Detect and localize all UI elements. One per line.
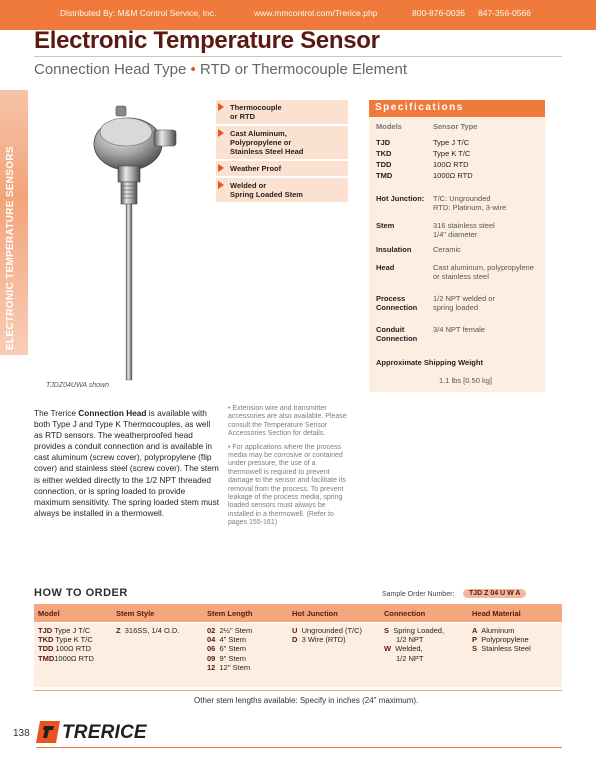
product-description: The Trerice Connection Head is available with both Type J and Type K Thermocouples, as well as RTD sensors. The weatherproofed head provides a conduit connection and is available in cast aluminum (screw cover), polypropylene (flip cover) and stainless steel (screw cover). The stem is either welded directly to the 1/2 NPT threaded connection, or is spring loaded to provide maximum sensitivity. The spring loaded stem must always be installed in a thermowell. <box>34 408 220 518</box>
image-caption: TJDZ04UWA shown <box>46 382 110 389</box>
spec-label: Head <box>376 263 395 272</box>
head-material-column: A Aluminum P Polypropylene S Stainless Steel <box>472 626 531 654</box>
arrow-right-icon <box>218 164 224 172</box>
col-header: Stem Length <box>207 609 253 618</box>
trerice-logo-icon <box>36 721 60 743</box>
col-header: Head Material <box>472 609 521 618</box>
order-footnote: Other stem lengths available: Specify in inches (24" maximum). <box>194 696 419 705</box>
arrow-right-icon <box>218 129 224 137</box>
website-link[interactable]: www.mmcontrol.com/Trerice.php <box>254 8 378 18</box>
arrow-right-icon <box>218 103 224 111</box>
sample-order-code: TJD Z 04 U W A <box>463 589 526 598</box>
model-column: TJD Type J T/C TKD Type K T/C TDD 100Ω RTD TMD1000Ω RTD <box>38 626 94 663</box>
model-code: TKD <box>376 149 392 158</box>
model-code: TDD <box>376 160 392 169</box>
model-type: Type J T/C <box>433 138 470 147</box>
col-header: Stem Style <box>116 609 155 618</box>
spec-value: Ceramic <box>433 245 461 254</box>
phone-2: 847-356-0566 <box>478 8 531 18</box>
hot-junction-column: U Ungrounded (T/C) D 3 Wire (RTD) <box>292 626 363 645</box>
spec-label: Process Connection <box>376 294 418 312</box>
note-item: • For applications where the process media may be corrosive or contained under pressure, the use of a thermowell is required to prevent damage to the sensor and facilitate its removal from the process. To prevent leakage of the process media, spring loaded sensors must always be installed in a thermowell. (Refer to pages 155-161) <box>228 443 346 527</box>
brand-name: TRERICE <box>62 722 147 743</box>
sample-order-label: Sample Order Number: <box>382 591 455 598</box>
model-code: TJD <box>376 138 391 147</box>
sensor-type-label: Sensor Type <box>433 122 478 131</box>
page-subtitle <box>34 61 407 78</box>
side-tab-label: ELECTRONIC TEMPERATURE SENSORS <box>5 146 16 350</box>
shipping-weight-label: Approximate Shipping Weight <box>376 358 483 367</box>
distributor-text: Distributed By: M&M Control Service, Inc. <box>60 8 217 18</box>
brand-logo <box>36 721 147 747</box>
specifications-panel <box>369 100 545 392</box>
spec-label: Conduit Connection <box>376 325 418 343</box>
footer-divider <box>36 747 562 748</box>
stem-style-column: Z 316SS, 1/4 O.D. <box>116 626 180 635</box>
feature-item: Cast Aluminum, Polypropylene or Stainless Steel Head <box>216 126 348 159</box>
spec-label: Insulation <box>376 245 412 254</box>
feature-item: Welded or Spring Loaded Stem <box>216 178 348 202</box>
feature-list <box>216 100 348 204</box>
order-table-divider <box>34 690 562 691</box>
spec-value: T/C: Ungrounded RTD: Platinum, 3-wire <box>433 194 507 212</box>
col-header: Hot Junction <box>292 609 338 618</box>
page-number: 138 <box>13 728 30 739</box>
note-item: • Extension wire and transmitter accessories are also available. Please consult the Temperature Sensor Accessories Section for details. <box>228 405 347 438</box>
model-code: TMD <box>376 171 393 180</box>
order-table-body <box>34 623 562 687</box>
product-name: Connection Head <box>78 408 147 418</box>
model-type: 1000Ω RTD <box>433 171 473 180</box>
model-type: Type K T/C <box>433 149 471 158</box>
stem-length-column: 02 2½" Stem 04 4" Stem 06 6" Stem 09 9" Stem 12 12" Stem <box>207 626 253 672</box>
phone-1: 800-876-0036 <box>412 8 465 18</box>
sensor-product-image <box>80 100 190 385</box>
spec-value: 316 stainless steel 1/4" diameter <box>433 221 495 239</box>
subtitle-bullet: • <box>190 61 196 78</box>
spec-value: 3/4 NPT female <box>433 325 485 334</box>
how-to-order-title: HOW TO ORDER <box>34 587 128 599</box>
order-table-header <box>34 604 562 622</box>
notes-list <box>228 405 348 533</box>
section-side-tab <box>0 90 28 355</box>
specifications-header: Specifications <box>369 100 545 117</box>
connection-column: S Spring Loaded, 1/2 NPT W Welded, 1/2 NPT <box>384 626 445 663</box>
spec-label: Stem <box>376 221 395 230</box>
model-type: 100Ω RTD <box>433 160 469 169</box>
feature-item: Thermocouple or RTD <box>216 100 348 124</box>
col-header: Model <box>38 609 60 618</box>
models-label: Models <box>376 122 402 131</box>
spec-label: Hot Junction: <box>376 194 425 203</box>
spec-value: 1/2 NPT welded or spring loaded <box>433 294 495 312</box>
title-divider <box>34 56 562 57</box>
col-header: Connection <box>384 609 426 618</box>
subtitle-left: Connection Head Type <box>34 61 187 78</box>
spec-value: Cast aluminum, polypropylene or stainless steel <box>433 263 534 281</box>
feature-item: Weather Proof <box>216 161 348 176</box>
subtitle-right: RTD or Thermocouple Element <box>199 61 407 78</box>
distributor-bar <box>0 0 596 30</box>
page-title: Electronic Temperature Sensor <box>34 27 380 54</box>
arrow-right-icon <box>218 181 224 189</box>
shipping-weight-value: 1.1 lbs [0.50 kg] <box>439 376 492 385</box>
